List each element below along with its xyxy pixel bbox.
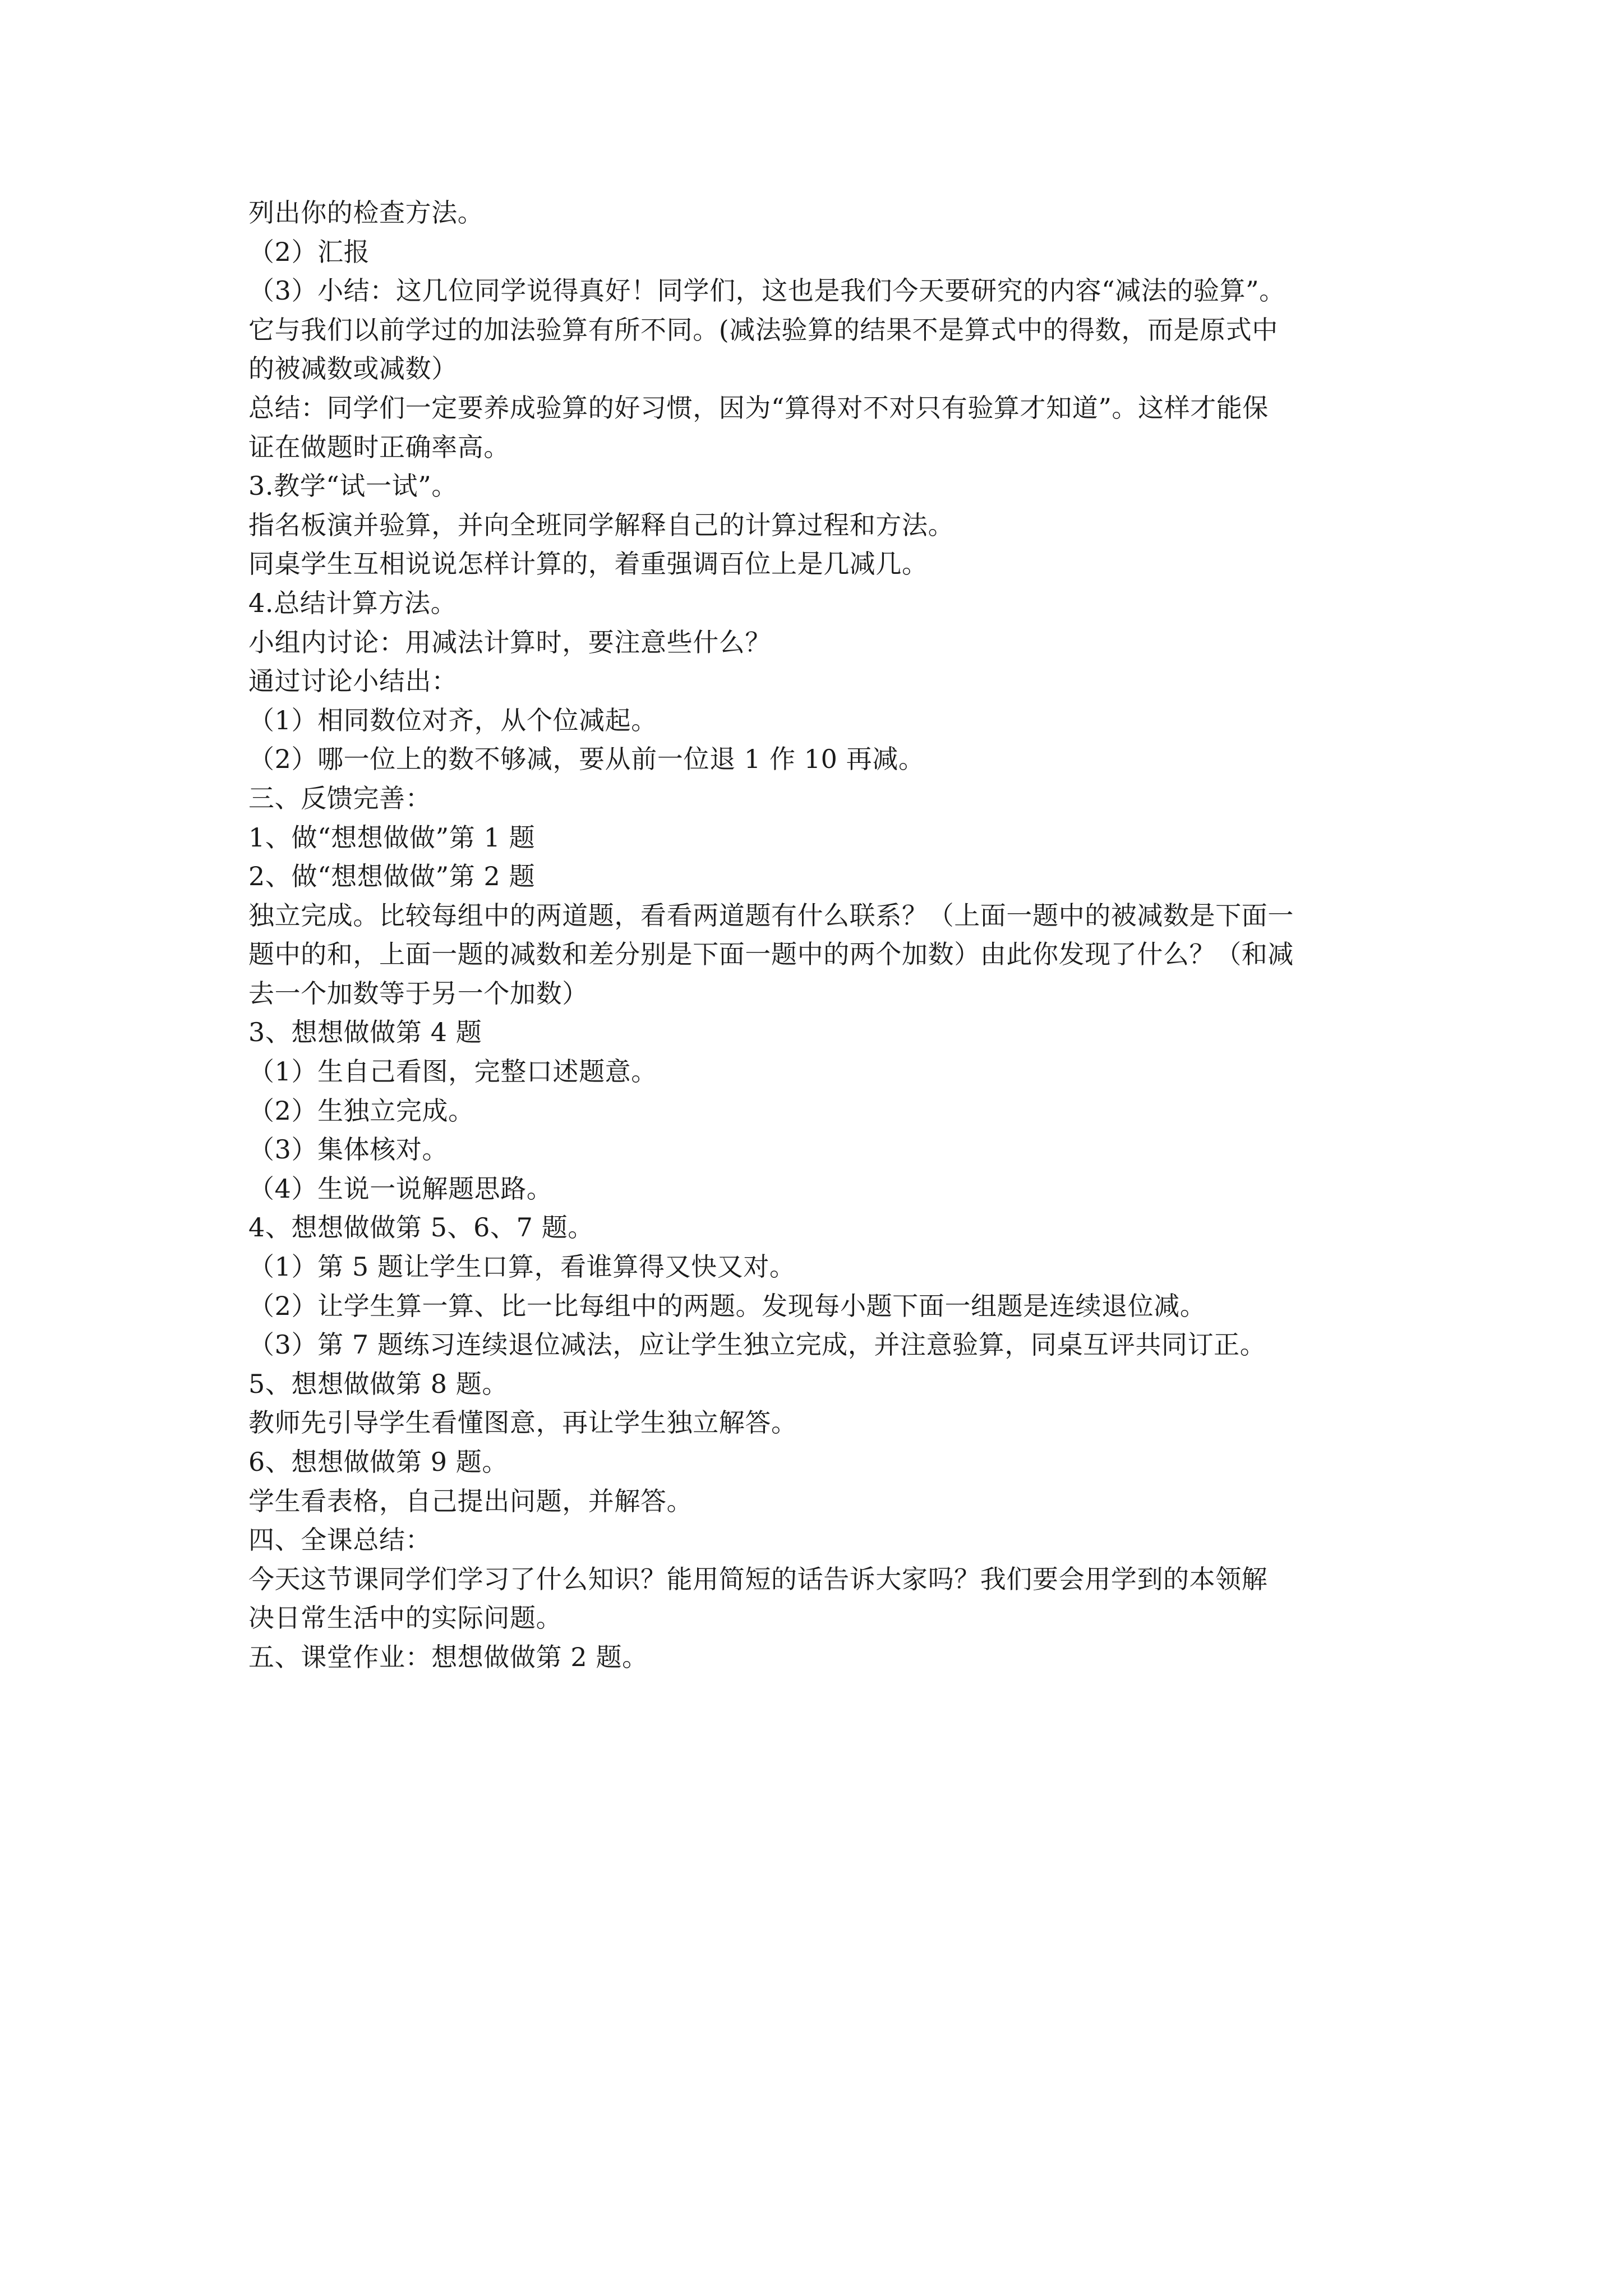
text-line: （2）哪一位上的数不够减，要从前一位退 1 作 10 再减。 — [248, 744, 925, 775]
text-line: 列出你的检查方法。 — [248, 197, 484, 228]
text-line: 小组内讨论：用减法计算时，要注意些什么？ — [248, 627, 771, 657]
text-line: 3、想想做做第 4 题 — [248, 1017, 482, 1048]
text-line: （1）相同数位对齐，从个位减起。 — [248, 705, 657, 735]
text-line: （2）让学生算一算、比一比每组中的两题。发现每小题下面一组题是连续退位减。 — [248, 1290, 1206, 1321]
text-line: 独立完成。比较每组中的两道题，看看两道题有什么联系？（上面一题中的被减数是下面一 — [248, 900, 1294, 931]
text-line: 学生看表格，自己提出问题，并解答。 — [248, 1485, 693, 1516]
text-line: 指名板演并验算，并向全班同学解释自己的计算过程和方法。 — [248, 509, 955, 540]
text-line: （4）生说一说解题思路。 — [248, 1173, 553, 1204]
text-line: （3）集体核对。 — [248, 1134, 449, 1165]
text-line: （1）第 5 题让学生口算，看谁算得又快又对。 — [248, 1251, 796, 1282]
text-line: 今天这节课同学们学习了什么知识？能用简短的话告诉大家吗？我们要会用学到的本领解 — [248, 1563, 1268, 1594]
document-body — [248, 194, 1381, 1677]
text-line: 题中的和，上面一题的减数和差分别是下面一题中的两个加数）由此你发现了什么？（和减 — [248, 939, 1294, 970]
text-line: （2）生独立完成。 — [248, 1095, 474, 1126]
text-line: 4、想想做做第 5、6、7 题。 — [248, 1212, 594, 1243]
text-line: 4.总结计算方法。 — [248, 587, 457, 618]
text-line: 三、反馈完善： — [248, 783, 432, 813]
text-line: 6、想想做做第 9 题。 — [248, 1447, 508, 1477]
text-line: （1）生自己看图，完整口述题意。 — [248, 1056, 657, 1087]
text-line: 同桌学生互相说说怎样计算的，着重强调百位上是几减几。 — [248, 549, 928, 579]
text-line: 去一个加数等于另一个加数） — [248, 978, 588, 1009]
text-line: 总结：同学们一定要养成验算的好习惯，因为“算得对不对只有验算才知道”。这样才能保 — [248, 392, 1269, 423]
text-line: 决日常生活中的实际问题。 — [248, 1603, 562, 1634]
text-line: 证在做题时正确率高。 — [248, 431, 510, 462]
text-line: 的被减数或减数） — [248, 353, 458, 384]
text-line: 它与我们以前学过的加法验算有所不同。(减法验算的结果不是算式中的得数，而是原式中 — [248, 314, 1278, 345]
text-line: 通过讨论小结出： — [248, 666, 458, 697]
text-line: （2）汇报 — [248, 236, 370, 267]
text-line: 四、全课总结： — [248, 1525, 432, 1556]
text-line: 1、做“想想做做”第 1 题 — [248, 822, 536, 853]
text-line: 2、做“想想做做”第 2 题 — [248, 861, 536, 892]
text-line: （3）第 7 题练习连续退位减法，应让学生独立完成，并注意验算，同桌互评共同订正。 — [248, 1329, 1266, 1360]
text-line: 教师先引导学生看懂图意，再让学生独立解答。 — [248, 1407, 797, 1438]
text-line: 3.教学“试一试”。 — [248, 471, 458, 501]
text-line: 5、想想做做第 8 题。 — [248, 1368, 508, 1399]
text-line: （3）小结：这几位同学说得真好！同学们，这也是我们今天要研究的内容“减法的验算”。 — [248, 275, 1285, 306]
text-line: 五、课堂作业：想想做做第 2 题。 — [248, 1641, 648, 1672]
